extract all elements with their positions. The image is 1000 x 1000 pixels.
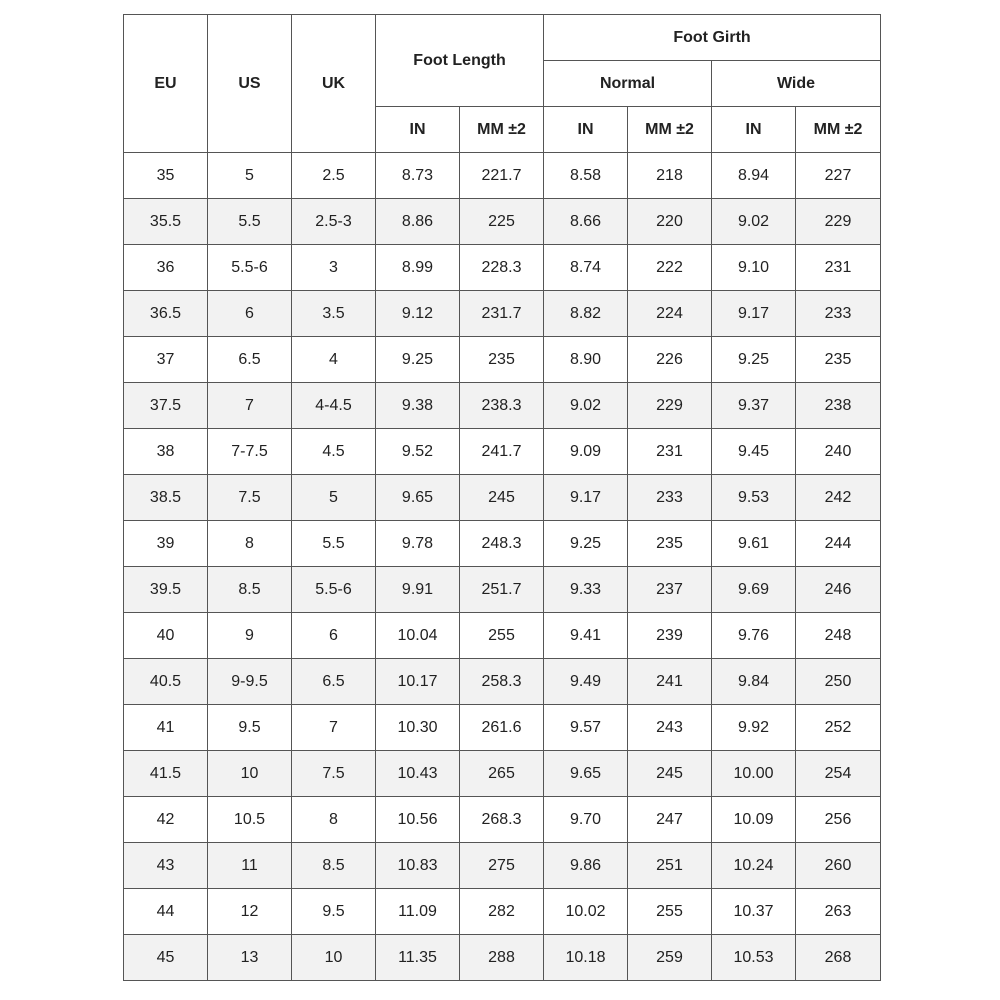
length-in-cell: 9.65 <box>376 475 460 521</box>
wide-in-cell: 10.09 <box>712 797 796 843</box>
normal-in-cell: 8.74 <box>544 245 628 291</box>
length-mm-cell: 261.6 <box>460 705 544 751</box>
length-in-cell: 9.52 <box>376 429 460 475</box>
uk-cell: 2.5 <box>292 153 376 199</box>
table-header <box>124 15 881 153</box>
wide-mm-cell: 263 <box>796 889 881 935</box>
us-cell: 8 <box>208 521 292 567</box>
eu-cell: 39 <box>124 521 208 567</box>
wide-in-cell: 9.92 <box>712 705 796 751</box>
wide-in-cell: 9.10 <box>712 245 796 291</box>
normal-mm-cell: 237 <box>628 567 712 613</box>
wide-mm-cell: 235 <box>796 337 881 383</box>
length-in-cell: 10.43 <box>376 751 460 797</box>
table-body <box>124 153 881 981</box>
normal-mm-cell: 224 <box>628 291 712 337</box>
length-in-cell: 8.73 <box>376 153 460 199</box>
normal-in-cell: 10.18 <box>544 935 628 981</box>
us-cell: 9.5 <box>208 705 292 751</box>
table-row <box>124 245 881 291</box>
us-cell: 11 <box>208 843 292 889</box>
normal-mm-cell: 247 <box>628 797 712 843</box>
table-row <box>124 935 881 981</box>
length-mm-cell: 282 <box>460 889 544 935</box>
wide-mm-cell: 244 <box>796 521 881 567</box>
us-cell: 9 <box>208 613 292 659</box>
table-row <box>124 337 881 383</box>
length-in-cell: 8.99 <box>376 245 460 291</box>
wide-mm-cell: 252 <box>796 705 881 751</box>
normal-mm-cell: 245 <box>628 751 712 797</box>
eu-cell: 37 <box>124 337 208 383</box>
us-cell: 10.5 <box>208 797 292 843</box>
normal-in-header: IN <box>544 107 628 153</box>
normal-mm-cell: 231 <box>628 429 712 475</box>
wide-in-cell: 9.37 <box>712 383 796 429</box>
us-header: US <box>208 15 292 153</box>
eu-cell: 40 <box>124 613 208 659</box>
uk-cell: 5.5-6 <box>292 567 376 613</box>
wide-in-cell: 9.02 <box>712 199 796 245</box>
length-mm-cell: 265 <box>460 751 544 797</box>
us-cell: 10 <box>208 751 292 797</box>
eu-cell: 45 <box>124 935 208 981</box>
us-cell: 6.5 <box>208 337 292 383</box>
foot-length-header: Foot Length <box>376 15 544 107</box>
us-cell: 6 <box>208 291 292 337</box>
length-mm-cell: 241.7 <box>460 429 544 475</box>
eu-cell: 44 <box>124 889 208 935</box>
length-in-cell: 10.30 <box>376 705 460 751</box>
eu-cell: 39.5 <box>124 567 208 613</box>
table-row <box>124 429 881 475</box>
wide-mm-cell: 250 <box>796 659 881 705</box>
us-cell: 13 <box>208 935 292 981</box>
length-in-cell: 11.35 <box>376 935 460 981</box>
table-row <box>124 659 881 705</box>
normal-in-cell: 9.57 <box>544 705 628 751</box>
normal-in-cell: 8.58 <box>544 153 628 199</box>
length-in-cell: 10.83 <box>376 843 460 889</box>
uk-cell: 3.5 <box>292 291 376 337</box>
wide-in-cell: 9.17 <box>712 291 796 337</box>
normal-mm-cell: 259 <box>628 935 712 981</box>
wide-in-cell: 10.53 <box>712 935 796 981</box>
wide-mm-cell: 256 <box>796 797 881 843</box>
normal-mm-cell: 235 <box>628 521 712 567</box>
eu-cell: 36 <box>124 245 208 291</box>
normal-in-cell: 10.02 <box>544 889 628 935</box>
length-in-cell: 10.17 <box>376 659 460 705</box>
normal-in-cell: 9.25 <box>544 521 628 567</box>
normal-mm-cell: 241 <box>628 659 712 705</box>
wide-in-cell: 9.61 <box>712 521 796 567</box>
wide-mm-cell: 268 <box>796 935 881 981</box>
us-cell: 5.5 <box>208 199 292 245</box>
us-cell: 7-7.5 <box>208 429 292 475</box>
wide-in-cell: 9.76 <box>712 613 796 659</box>
table-row <box>124 383 881 429</box>
us-cell: 7 <box>208 383 292 429</box>
eu-cell: 36.5 <box>124 291 208 337</box>
wide-mm-cell: 242 <box>796 475 881 521</box>
normal-mm-cell: 218 <box>628 153 712 199</box>
length-mm-cell: 258.3 <box>460 659 544 705</box>
normal-in-cell: 8.90 <box>544 337 628 383</box>
length-in-cell: 9.12 <box>376 291 460 337</box>
wide-mm-cell: 260 <box>796 843 881 889</box>
table-row <box>124 291 881 337</box>
wide-in-cell: 8.94 <box>712 153 796 199</box>
girth-wide-header: Wide <box>712 61 881 107</box>
normal-mm-cell: 220 <box>628 199 712 245</box>
us-cell: 5 <box>208 153 292 199</box>
normal-mm-cell: 251 <box>628 843 712 889</box>
eu-cell: 35.5 <box>124 199 208 245</box>
us-cell: 12 <box>208 889 292 935</box>
wide-mm-cell: 227 <box>796 153 881 199</box>
length-in-cell: 10.04 <box>376 613 460 659</box>
us-cell: 7.5 <box>208 475 292 521</box>
table-row <box>124 521 881 567</box>
table-row <box>124 567 881 613</box>
table-row <box>124 843 881 889</box>
length-mm-cell: 275 <box>460 843 544 889</box>
uk-cell: 8 <box>292 797 376 843</box>
normal-in-cell: 9.17 <box>544 475 628 521</box>
wide-in-header: IN <box>712 107 796 153</box>
uk-header: UK <box>292 15 376 153</box>
uk-cell: 4 <box>292 337 376 383</box>
normal-in-cell: 9.49 <box>544 659 628 705</box>
normal-mm-cell: 229 <box>628 383 712 429</box>
length-in-cell: 8.86 <box>376 199 460 245</box>
normal-mm-cell: 233 <box>628 475 712 521</box>
wide-in-cell: 9.69 <box>712 567 796 613</box>
normal-in-cell: 9.33 <box>544 567 628 613</box>
length-mm-cell: 231.7 <box>460 291 544 337</box>
wide-mm-cell: 254 <box>796 751 881 797</box>
length-mm-cell: 245 <box>460 475 544 521</box>
normal-mm-cell: 239 <box>628 613 712 659</box>
length-in-cell: 11.09 <box>376 889 460 935</box>
wide-mm-cell: 238 <box>796 383 881 429</box>
girth-normal-header: Normal <box>544 61 712 107</box>
table-row <box>124 199 881 245</box>
uk-cell: 9.5 <box>292 889 376 935</box>
length-mm-cell: 225 <box>460 199 544 245</box>
length-mm-cell: 221.7 <box>460 153 544 199</box>
length-in-cell: 9.78 <box>376 521 460 567</box>
length-mm-cell: 288 <box>460 935 544 981</box>
normal-mm-header: MM ±2 <box>628 107 712 153</box>
length-in-cell: 10.56 <box>376 797 460 843</box>
table-row <box>124 613 881 659</box>
normal-in-cell: 9.86 <box>544 843 628 889</box>
uk-cell: 4.5 <box>292 429 376 475</box>
uk-cell: 2.5-3 <box>292 199 376 245</box>
wide-in-cell: 9.84 <box>712 659 796 705</box>
table-row <box>124 797 881 843</box>
length-in-header: IN <box>376 107 460 153</box>
eu-cell: 43 <box>124 843 208 889</box>
wide-mm-cell: 248 <box>796 613 881 659</box>
eu-cell: 41.5 <box>124 751 208 797</box>
eu-cell: 37.5 <box>124 383 208 429</box>
eu-cell: 38 <box>124 429 208 475</box>
uk-cell: 3 <box>292 245 376 291</box>
wide-mm-cell: 233 <box>796 291 881 337</box>
wide-in-cell: 9.45 <box>712 429 796 475</box>
uk-cell: 7 <box>292 705 376 751</box>
normal-in-cell: 9.65 <box>544 751 628 797</box>
length-mm-cell: 235 <box>460 337 544 383</box>
normal-in-cell: 9.02 <box>544 383 628 429</box>
wide-mm-cell: 229 <box>796 199 881 245</box>
size-chart-table <box>123 14 881 981</box>
normal-mm-cell: 226 <box>628 337 712 383</box>
table-row <box>124 889 881 935</box>
wide-mm-cell: 231 <box>796 245 881 291</box>
eu-cell: 40.5 <box>124 659 208 705</box>
uk-cell: 5.5 <box>292 521 376 567</box>
normal-in-cell: 9.09 <box>544 429 628 475</box>
length-mm-cell: 251.7 <box>460 567 544 613</box>
uk-cell: 5 <box>292 475 376 521</box>
us-cell: 5.5-6 <box>208 245 292 291</box>
normal-mm-cell: 255 <box>628 889 712 935</box>
wide-mm-cell: 240 <box>796 429 881 475</box>
normal-in-cell: 8.82 <box>544 291 628 337</box>
uk-cell: 6.5 <box>292 659 376 705</box>
table-row <box>124 475 881 521</box>
eu-cell: 42 <box>124 797 208 843</box>
wide-mm-cell: 246 <box>796 567 881 613</box>
wide-in-cell: 10.37 <box>712 889 796 935</box>
normal-in-cell: 8.66 <box>544 199 628 245</box>
wide-in-cell: 10.00 <box>712 751 796 797</box>
eu-cell: 41 <box>124 705 208 751</box>
us-cell: 8.5 <box>208 567 292 613</box>
eu-cell: 35 <box>124 153 208 199</box>
normal-in-cell: 9.70 <box>544 797 628 843</box>
foot-girth-header: Foot Girth <box>544 15 881 61</box>
eu-cell: 38.5 <box>124 475 208 521</box>
length-mm-cell: 248.3 <box>460 521 544 567</box>
wide-in-cell: 9.53 <box>712 475 796 521</box>
eu-header: EU <box>124 15 208 153</box>
length-mm-cell: 255 <box>460 613 544 659</box>
wide-in-cell: 10.24 <box>712 843 796 889</box>
length-mm-cell: 238.3 <box>460 383 544 429</box>
uk-cell: 10 <box>292 935 376 981</box>
table-row <box>124 705 881 751</box>
length-mm-cell: 228.3 <box>460 245 544 291</box>
normal-in-cell: 9.41 <box>544 613 628 659</box>
length-mm-cell: 268.3 <box>460 797 544 843</box>
uk-cell: 6 <box>292 613 376 659</box>
uk-cell: 8.5 <box>292 843 376 889</box>
table-row <box>124 751 881 797</box>
length-in-cell: 9.38 <box>376 383 460 429</box>
uk-cell: 4-4.5 <box>292 383 376 429</box>
uk-cell: 7.5 <box>292 751 376 797</box>
normal-mm-cell: 243 <box>628 705 712 751</box>
length-in-cell: 9.25 <box>376 337 460 383</box>
us-cell: 9-9.5 <box>208 659 292 705</box>
wide-mm-header: MM ±2 <box>796 107 881 153</box>
table-row <box>124 153 881 199</box>
length-mm-header: MM ±2 <box>460 107 544 153</box>
length-in-cell: 9.91 <box>376 567 460 613</box>
wide-in-cell: 9.25 <box>712 337 796 383</box>
normal-mm-cell: 222 <box>628 245 712 291</box>
